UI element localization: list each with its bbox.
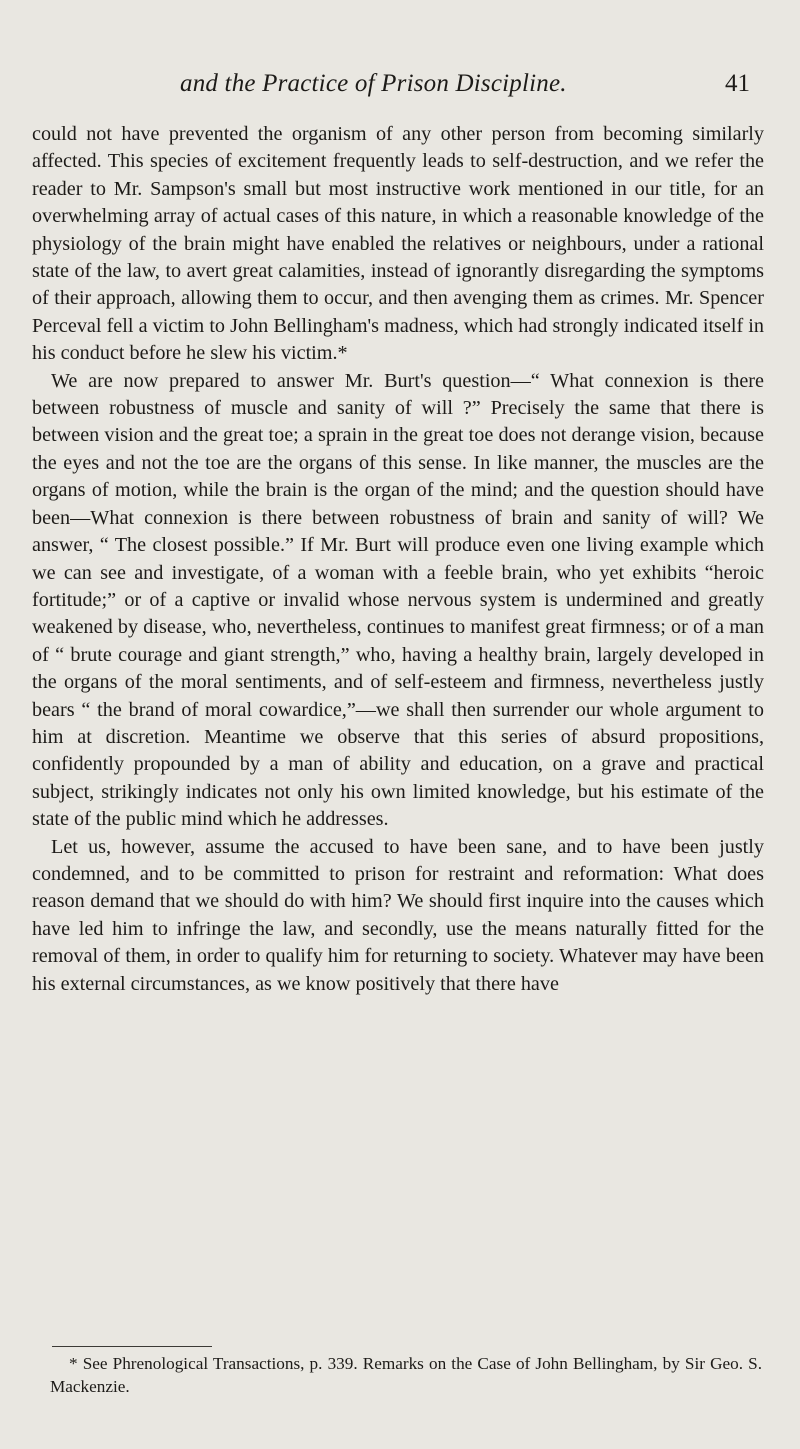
paragraph: We are now prepared to answer Mr. Burt's question—“ What connexion is there between robustness of muscle and sanity of will ?” Precisely the same that there is between vision and the great toe; a sprain in the great toe does not derange vision, because the eyes and not the toe are the organs of this sense. In like manner, the muscles are the organs of motion, while the brain is the organ of the mind; and the question should have been—What connexion is there between robustness of brain and sanity of will? We answer, “ The closest possible.” If Mr. Burt will produce even one living example which we can see and investigate, of a woman with a feeble brain, who yet exhibits “heroic fortitude;” or of a captive or invalid whose nervous system is undermined and greatly weakened by disease, who, nevertheless, continues to manifest great firmness; or of a man of “ brute courage and giant strength,” who, having a healthy brain, largely developed in the organs of the moral sentiments, and of self-esteem and firmness, nevertheless justly bears “ the brand of moral cowardice,”—we shall then surrender our whole argument to him at discretion. Meantime we observe that this series of absurd propositions, confidently propounded by a man of ability and education, on a grave and practical subject, strikingly indicates not only his own limited knowledge, but his estimate of the state of the public mind which he addresses. bbox=[32, 369, 764, 831]
body-text bbox=[32, 121, 764, 998]
running-title: and the Practice of Prison Discipline. bbox=[180, 70, 567, 97]
footnote bbox=[50, 1352, 762, 1398]
page-header bbox=[180, 70, 750, 104]
footnote-text: * See Phrenological Transactions, p. 339. Remarks on the Case of John Bellingham, by Sir Geo. S. Mackenzie. bbox=[50, 1354, 762, 1396]
paragraph: Let us, however, assume the accused to have been sane, and to have been justly condemned, and to be committed to prison for restraint and reformation: What does reason demand that we should do with him? We should first inquire into the causes which have led him to infringe the law, and secondly, use the means naturally fitted for the removal of them, in order to qualify him for returning to society. Whatever may have been his external circumstances, as we know positively that there have bbox=[32, 835, 764, 995]
page-number: 41 bbox=[725, 70, 750, 97]
paragraph: could not have prevented the organism of any other person from becoming similarly affected. This species of excitement frequently leads to self-destruction, and we refer the reader to Mr. Sampson's small but most instructive work mentioned in our title, for an overwhelming array of actual cases of this nature, in which a reasonable knowledge of the physiology of the brain might have enabled the relatives or neighbours, under a rational state of the law, to avert great calamities, instead of ignorantly disregarding the symptoms of their approach, allowing them to occur, and then avenging them as crimes. Mr. Spencer Perceval fell a victim to John Bellingham's madness, which had strongly indicated itself in his conduct before he slew his victim.* bbox=[32, 123, 764, 365]
footnote-divider bbox=[52, 1346, 212, 1347]
